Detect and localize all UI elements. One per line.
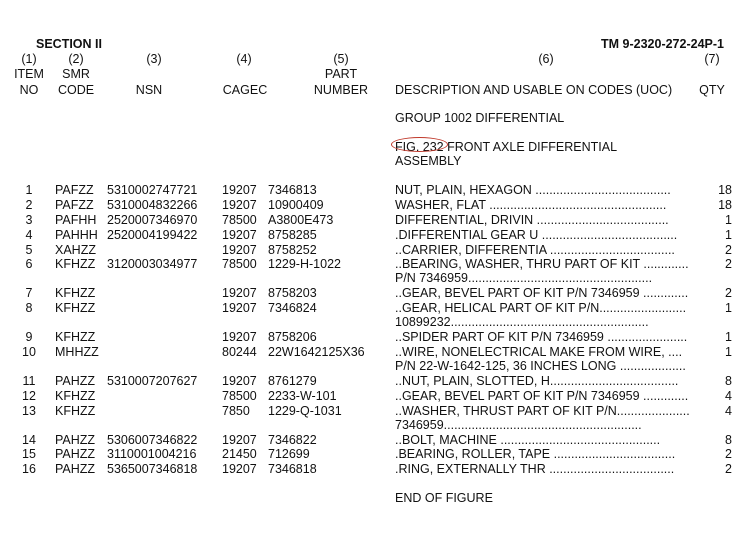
table-row <box>0 374 755 388</box>
description-continued: P/N 7346959..................................................... <box>395 271 653 285</box>
quantity: 18 <box>718 198 732 212</box>
item-number: 2 <box>25 198 33 212</box>
smr-code: KFHZZ <box>55 286 96 300</box>
nsn: 5310007207627 <box>107 374 198 388</box>
part-number: 8758203 <box>268 286 317 300</box>
part-number: 1229-H-1022 <box>268 257 341 271</box>
cagec: 7850 <box>222 404 250 418</box>
description: ..BEARING, WASHER, THRU PART OF KIT ............. <box>395 257 689 271</box>
description: .BEARING, ROLLER, TAPE ................................... <box>395 447 676 461</box>
cagec: 19207 <box>222 330 257 344</box>
col1-number: (1) <box>21 52 37 66</box>
description: ..WIRE, NONELECTRICAL MAKE FROM WIRE, .... <box>395 345 683 359</box>
description: DIFFERENTIAL, DRIVIN ...................................... <box>395 213 669 227</box>
table-row <box>0 447 755 461</box>
quantity: 1 <box>725 213 732 227</box>
quantity: 2 <box>725 462 732 476</box>
cagec: 19207 <box>222 228 257 242</box>
item-number: 11 <box>22 374 36 388</box>
nsn: 3120003034977 <box>107 257 198 271</box>
nsn: 3110001004216 <box>107 447 197 461</box>
smr-code: PAFZZ <box>55 183 94 197</box>
nsn: 5306007346822 <box>107 433 198 447</box>
table-row <box>0 183 755 197</box>
description: ..GEAR, BEVEL PART OF KIT P/N 7346959 ............. <box>395 389 689 403</box>
col3-label-nsn: NSN <box>135 83 163 97</box>
col4-number: (4) <box>236 52 252 66</box>
table-row <box>0 301 755 329</box>
quantity: 1 <box>725 345 732 359</box>
col5-label-part: PART <box>324 67 358 81</box>
cagec: 19207 <box>222 462 257 476</box>
item-number: 8 <box>25 301 33 315</box>
part-number: 10900409 <box>268 198 324 212</box>
smr-code: PAHZZ <box>55 374 96 388</box>
cagec: 19207 <box>222 286 257 300</box>
smr-code: PAHHH <box>55 228 98 242</box>
group-title: GROUP 1002 DIFFERENTIAL <box>395 111 565 125</box>
description: ..GEAR, HELICAL PART OF KIT P/N......................... <box>395 301 687 315</box>
col5-number: (5) <box>333 52 349 66</box>
nsn: 5365007346818 <box>107 462 198 476</box>
description-continued: P/N 22-W-1642-125, 36 INCHES LONG ................... <box>395 359 686 373</box>
item-number: 6 <box>25 257 33 271</box>
cagec: 78500 <box>222 257 257 271</box>
col1-label-item: ITEM <box>14 67 44 81</box>
smr-code: XAHZZ <box>55 243 96 257</box>
cagec: 19207 <box>222 433 257 447</box>
smr-code: KFHZZ <box>55 330 96 344</box>
description: ..NUT, PLAIN, SLOTTED, H..................................... <box>395 374 679 388</box>
cagec: 78500 <box>222 213 257 227</box>
description: .RING, EXTERNALLY THR .................................... <box>395 462 675 476</box>
figure-title-line2: ASSEMBLY <box>395 154 462 168</box>
end-of-figure: END OF FIGURE <box>395 491 493 505</box>
smr-code: PAFHH <box>55 213 97 227</box>
item-number: 12 <box>22 389 36 403</box>
table-row <box>0 345 755 373</box>
nsn: 5310004832266 <box>107 198 198 212</box>
smr-code: PAHZZ <box>55 447 96 461</box>
col2-number: (2) <box>68 52 84 66</box>
quantity: 8 <box>725 374 732 388</box>
cagec: 19207 <box>222 374 257 388</box>
part-number: 7346813 <box>268 183 317 197</box>
quantity: 2 <box>725 257 732 271</box>
table-row <box>0 257 755 285</box>
item-number: 15 <box>22 447 36 461</box>
cagec: 19207 <box>222 183 257 197</box>
smr-code: MHHZZ <box>55 345 99 359</box>
description: .DIFFERENTIAL GEAR U ....................................... <box>395 228 678 242</box>
smr-code: KFHZZ <box>55 257 96 271</box>
smr-code: KFHZZ <box>55 389 96 403</box>
item-number: 7 <box>25 286 33 300</box>
col1-label-no: NO <box>19 83 39 97</box>
item-number: 13 <box>22 404 36 418</box>
cagec: 80244 <box>222 345 257 359</box>
cagec: 19207 <box>222 301 257 315</box>
item-number: 4 <box>25 228 33 242</box>
part-number: 7346824 <box>268 301 317 315</box>
figure-label: FIG. 232 <box>395 140 444 154</box>
figure-title-rest: FRONT AXLE DIFFERENTIAL <box>443 140 618 154</box>
part-number: 1229-Q-1031 <box>268 404 342 418</box>
description-continued: 10899232......................................................... <box>395 315 649 329</box>
nsn: 2520007346970 <box>107 213 198 227</box>
quantity: 2 <box>725 243 732 257</box>
tm-number: TM 9-2320-272-24P-1 <box>601 37 724 51</box>
cagec: 78500 <box>222 389 257 403</box>
part-number: 22W1642125X36 <box>268 345 365 359</box>
table-row <box>0 433 755 447</box>
quantity: 1 <box>725 330 732 344</box>
cagec: 21450 <box>222 447 257 461</box>
nsn: 2520004199422 <box>107 228 198 242</box>
description: ..BOLT, MACHINE .............................................. <box>395 433 661 447</box>
smr-code: PAHZZ <box>55 462 96 476</box>
part-number: 8758206 <box>268 330 317 344</box>
quantity: 18 <box>718 183 732 197</box>
quantity: 8 <box>725 433 732 447</box>
part-number: 8758285 <box>268 228 317 242</box>
table-row <box>0 404 755 432</box>
table-row <box>0 198 755 212</box>
col7-number: (7) <box>704 52 720 66</box>
smr-code: KFHZZ <box>55 301 96 315</box>
col2-label-code: CODE <box>57 83 95 97</box>
item-number: 1 <box>25 183 33 197</box>
table-row <box>0 228 755 242</box>
description: ..SPIDER PART OF KIT P/N 7346959 ....................... <box>395 330 688 344</box>
description: ..WASHER, THRUST PART OF KIT P/N..................... <box>395 404 690 418</box>
table-row <box>0 462 755 476</box>
item-number: 10 <box>22 345 36 359</box>
quantity: 2 <box>725 286 732 300</box>
description: WASHER, FLAT ................................................... <box>395 198 667 212</box>
quantity: 4 <box>725 389 732 403</box>
quantity: 2 <box>725 447 732 461</box>
nsn: 5310002747721 <box>107 183 198 197</box>
col7-label-qty: QTY <box>699 83 725 97</box>
table-row <box>0 389 755 403</box>
part-number: 8758252 <box>268 243 317 257</box>
quantity: 1 <box>725 228 732 242</box>
table-row <box>0 330 755 344</box>
col5-label-number: NUMBER <box>313 83 369 97</box>
table-row <box>0 243 755 257</box>
quantity: 4 <box>725 404 732 418</box>
quantity: 1 <box>725 301 732 315</box>
smr-code: PAFZZ <box>55 198 94 212</box>
part-number: 7346822 <box>268 433 317 447</box>
item-number: 5 <box>25 243 33 257</box>
part-number: 8761279 <box>268 374 317 388</box>
table-row <box>0 286 755 300</box>
description-continued: 7346959......................................................... <box>395 418 642 432</box>
smr-code: PAHZZ <box>55 433 96 447</box>
part-number: A3800E473 <box>268 213 334 227</box>
description: NUT, PLAIN, HEXAGON ....................................... <box>395 183 671 197</box>
part-number: 7346818 <box>268 462 317 476</box>
section-title: SECTION II <box>36 37 102 51</box>
part-number: 712699 <box>268 447 310 461</box>
table-row <box>0 213 755 227</box>
smr-code: KFHZZ <box>55 404 96 418</box>
description: ..GEAR, BEVEL PART OF KIT P/N 7346959 ............. <box>395 286 689 300</box>
description: ..CARRIER, DIFFERENTIA .................................... <box>395 243 675 257</box>
cagec: 19207 <box>222 198 257 212</box>
col4-label-cagec: CAGEC <box>222 83 268 97</box>
col6-number: (6) <box>538 52 554 66</box>
cagec: 19207 <box>222 243 257 257</box>
item-number: 3 <box>25 213 33 227</box>
col3-number: (3) <box>146 52 162 66</box>
part-number: 2233-W-101 <box>268 389 337 403</box>
col6-label-description: DESCRIPTION AND USABLE ON CODES (UOC) <box>395 83 673 97</box>
item-number: 16 <box>22 462 36 476</box>
col2-label-smr: SMR <box>62 67 90 81</box>
figure-highlight-circle <box>391 137 448 152</box>
item-number: 9 <box>25 330 33 344</box>
item-number: 14 <box>22 433 36 447</box>
